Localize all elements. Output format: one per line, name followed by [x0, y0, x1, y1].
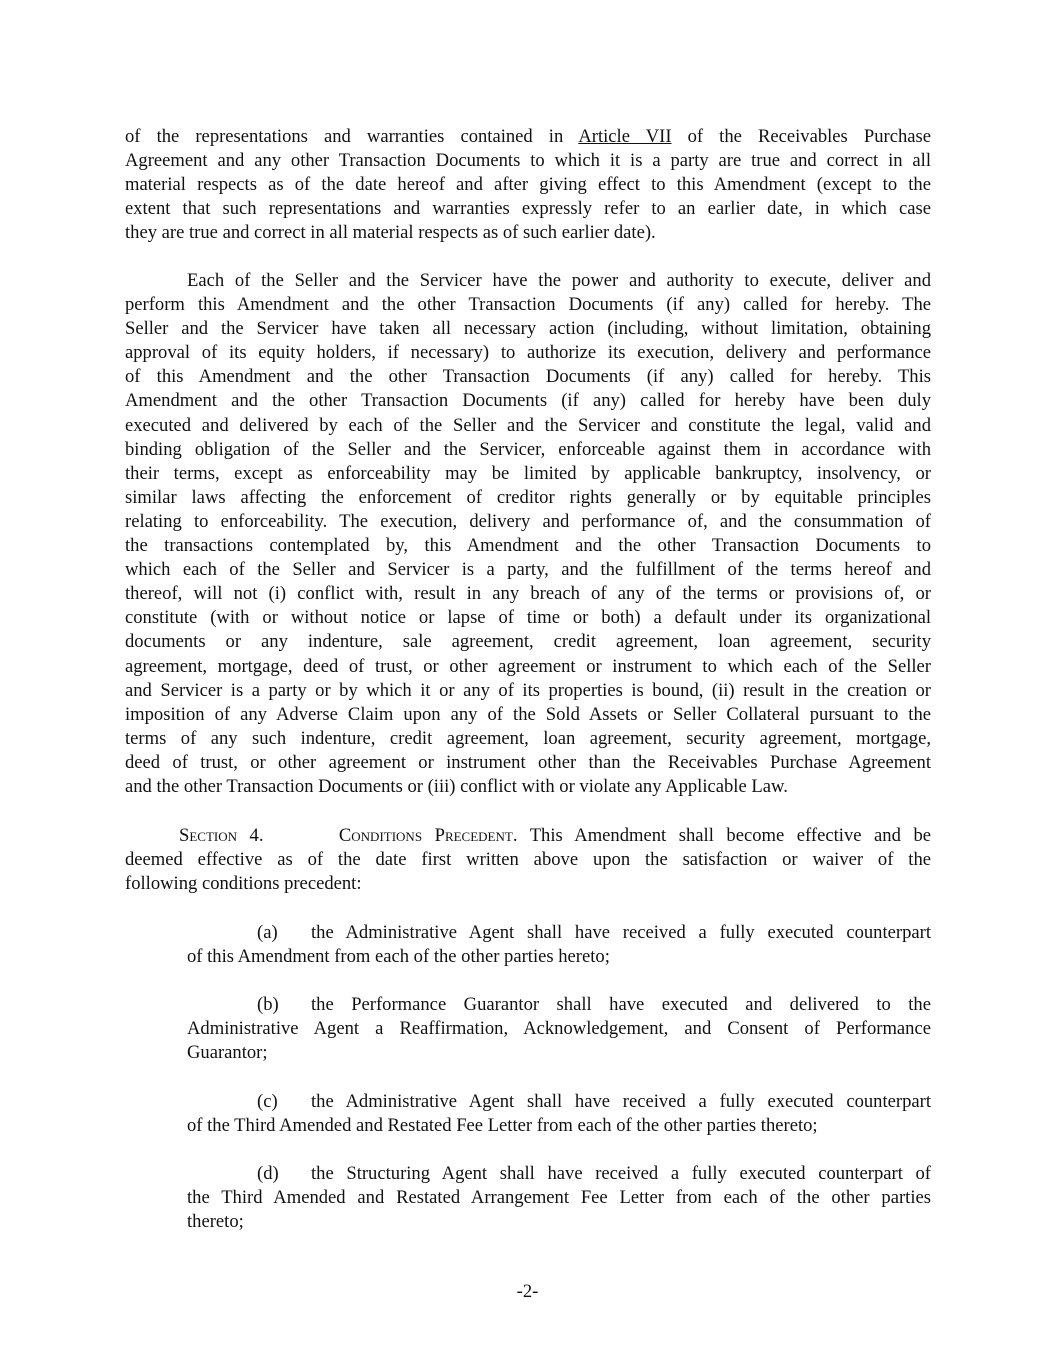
text-line — [125, 125, 931, 149]
page-number: -2- — [516, 1281, 539, 1302]
article-vii-reference: Article VII — [578, 126, 672, 147]
text-line: Guarantor; — [187, 1042, 268, 1064]
text-line: deed of trust, or other agreement or instrument other than the Receivables Purchase Agreement — [125, 751, 931, 773]
section-4-heading-line — [125, 824, 931, 848]
item-label: (d) — [257, 1163, 279, 1184]
text-line: Seller and the Servicer have taken all necessary action (including, without limitation, obtaining — [125, 318, 931, 340]
text-line: imposition of any Adverse Claim upon any of the Sold Assets or Seller Collateral pursuant to the — [125, 703, 931, 725]
text-line: their terms, except as enforceability may be limited by applicable bankruptcy, insolvency, or — [125, 462, 931, 484]
text-line: of this Amendment from each of the other parties hereto; — [187, 946, 610, 968]
text-line: Administrative Agent a Reaffirmation, Acknowledgement, and Consent of Performance — [187, 1018, 931, 1040]
text-line: similar laws affecting the enforcement of creditor rights generally or by equitable principles — [125, 486, 931, 508]
item-label: (c) — [257, 1091, 278, 1112]
text-line: agreement, mortgage, deed of trust, or other agreement or instrument to which each of the Seller — [125, 655, 931, 677]
text: . This Amendment shall become effective and be — [512, 825, 932, 846]
text-line: thereof, will not (i) conflict with, result in any breach of any of the terms or provisions of, or — [125, 583, 931, 605]
condition-item — [187, 1090, 931, 1138]
text: of the representations and warranties contained in — [125, 126, 579, 147]
paragraph-representations — [125, 125, 931, 245]
text-line: Each of the Seller and the Servicer have the power and authority to execute, deliver and — [187, 270, 931, 291]
text-line — [187, 993, 931, 1017]
text-line: executed and delivered by each of the Seller and the Servicer and constitute the legal, valid and — [125, 414, 931, 436]
text-line: which each of the Seller and Servicer is a party, and the fulfillment of the terms hereof and — [125, 559, 931, 581]
condition-item — [187, 1162, 931, 1234]
text-line: they are true and correct in all material respects as of such earlier date). — [125, 222, 656, 244]
text-line: the Third Amended and Restated Arrangement Fee Letter from each of the other parties — [187, 1187, 931, 1209]
text-line: extent that such representations and warranties expressly refer to an earlier date, in which case — [125, 198, 931, 220]
paragraph-power-authority — [125, 269, 931, 799]
text-line: and the other Transaction Documents or (iii) conflict with or violate any Applicable Law. — [125, 775, 788, 797]
condition-item — [187, 993, 931, 1065]
item-label: (b) — [257, 994, 279, 1015]
text: the Structuring Agent shall have received a fully executed counterpart of — [311, 1163, 931, 1184]
section-title: Conditions Precedent — [338, 825, 513, 846]
text: the Administrative Agent shall have received a fully executed counterpart — [311, 922, 931, 943]
text-line: constitute (with or without notice or lapse of time or both) a default under its organizational — [125, 607, 931, 629]
text-line: documents or any indenture, sale agreement, credit agreement, loan agreement, security — [125, 631, 931, 653]
text-line: perform this Amendment and the other Transaction Documents (if any) called for hereby. The — [125, 294, 931, 316]
text: the Performance Guarantor shall have executed and delivered to the — [311, 994, 931, 1015]
text-line: of the Third Amended and Restated Fee Letter from each of the other parties thereto; — [187, 1115, 818, 1137]
text-line: the transactions contemplated by, this Amendment and the other Transaction Documents to — [125, 535, 931, 557]
text: of the Receivables Purchase — [671, 126, 931, 147]
text-line: and Servicer is a party or by which it or any of its properties is bound, (ii) result in the creation or — [125, 679, 931, 701]
text-line — [187, 921, 931, 945]
item-label: (a) — [257, 922, 278, 943]
section-number: Section 4. — [179, 825, 264, 846]
text-line: material respects as of the date hereof and after giving effect to this Amendment (except to the — [125, 174, 931, 196]
section-4 — [125, 824, 931, 896]
text-line: of this Amendment and the other Transaction Documents (if any) called for hereby. This — [125, 366, 931, 388]
text-line: deemed effective as of the date first written above upon the satisfaction or waiver of the — [125, 849, 931, 871]
text-line: Amendment and the other Transaction Documents (if any) called for hereby have been duly — [125, 390, 931, 412]
condition-item — [187, 921, 931, 969]
text: the Administrative Agent shall have received a fully executed counterpart — [311, 1091, 931, 1112]
text-line: approval of its equity holders, if necessary) to authorize its execution, delivery and performance — [125, 342, 931, 364]
text-line: Agreement and any other Transaction Documents to which it is a party are true and correct in all — [125, 150, 931, 172]
text-line: relating to enforceability. The execution, delivery and performance of, and the consummation of — [125, 510, 931, 532]
text-line: following conditions precedent: — [125, 873, 362, 895]
text-line — [187, 1162, 931, 1186]
text-line: terms of any such indenture, credit agreement, loan agreement, security agreement, mortgage, — [125, 727, 931, 749]
text-line: thereto; — [187, 1211, 244, 1233]
text-line: binding obligation of the Seller and the Servicer, enforceable against them in accordance with — [125, 438, 931, 460]
text-line — [187, 1090, 931, 1114]
